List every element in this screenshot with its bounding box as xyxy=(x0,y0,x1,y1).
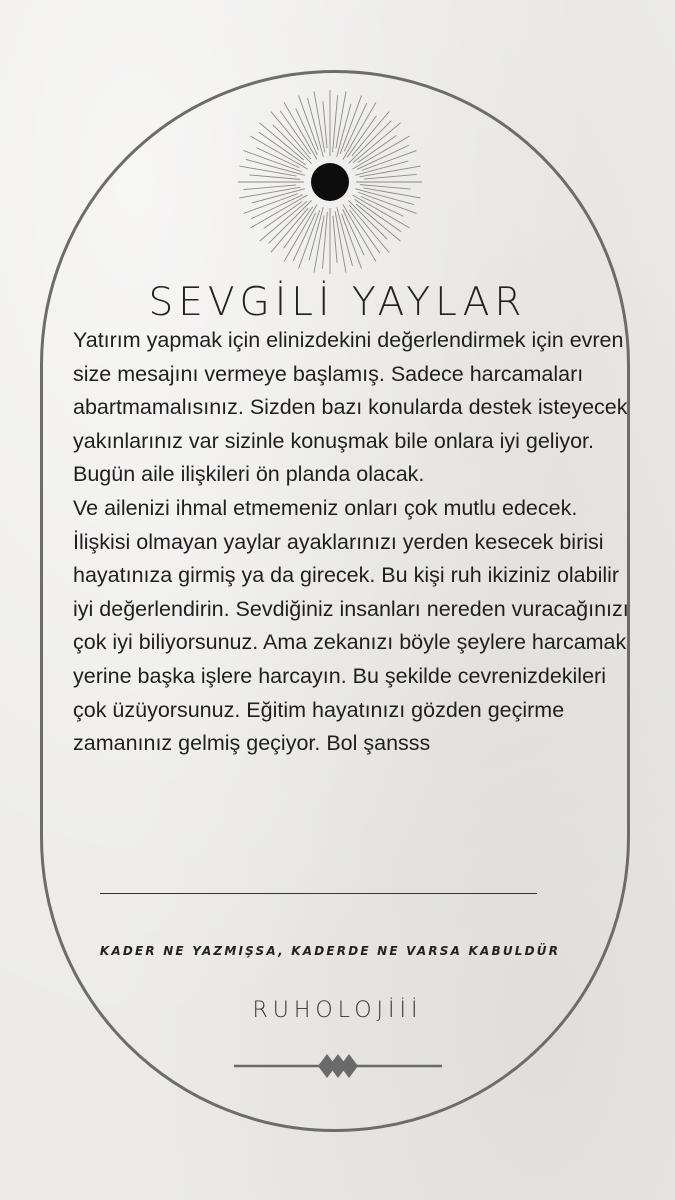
sun-burst-icon xyxy=(236,88,424,276)
page-title: SEVGİLİ YAYLAR xyxy=(148,280,527,325)
horoscope-text xyxy=(73,324,633,761)
paragraph: İlişkisi olmayan yaylar ayaklarınızı yerden kesecek birisi hayatınıza girmiş ya da girecek. Bu kişi ruh ikiziniz olabilir iyi değerlendirin. Sevdiğiniz insanları nereden vuracağınızı çok iyi biliyorsunuz. Ama zekanızı böyle şeylere harcamak yerine başka işlere harcayın. Bu şekilde cevrenizdekileri çok üzüyorsunuz. Eğitim hayatınızı gözden geçirme zamanınız gelmiş geçiyor. Bol şansss xyxy=(73,529,629,756)
paragraph: Yatırım yapmak için elinizdekini değerlendirmek için evren size mesajını vermeye başlamış. Sadece harcamaları abartmamalısınız. Sizden bazı konularda destek isteyecek yakınlarınız var sizinle konuşmak bile onlara iyi geliyor. Bugün aile ilişkileri ön planda olacak. xyxy=(73,328,628,487)
center-dot xyxy=(311,163,349,201)
motto-text: KADER NE YAZMIŞSA, KADERDE NE VARSA KABULDÜR xyxy=(99,944,561,958)
paragraph: Ve ailenizi ihmal etmemeniz onları çok mutlu edecek. xyxy=(73,495,578,520)
brand-name: RUHOLOJİİİ xyxy=(252,998,423,1023)
signature-line xyxy=(100,893,537,894)
diamond-divider-icon xyxy=(234,1048,442,1084)
